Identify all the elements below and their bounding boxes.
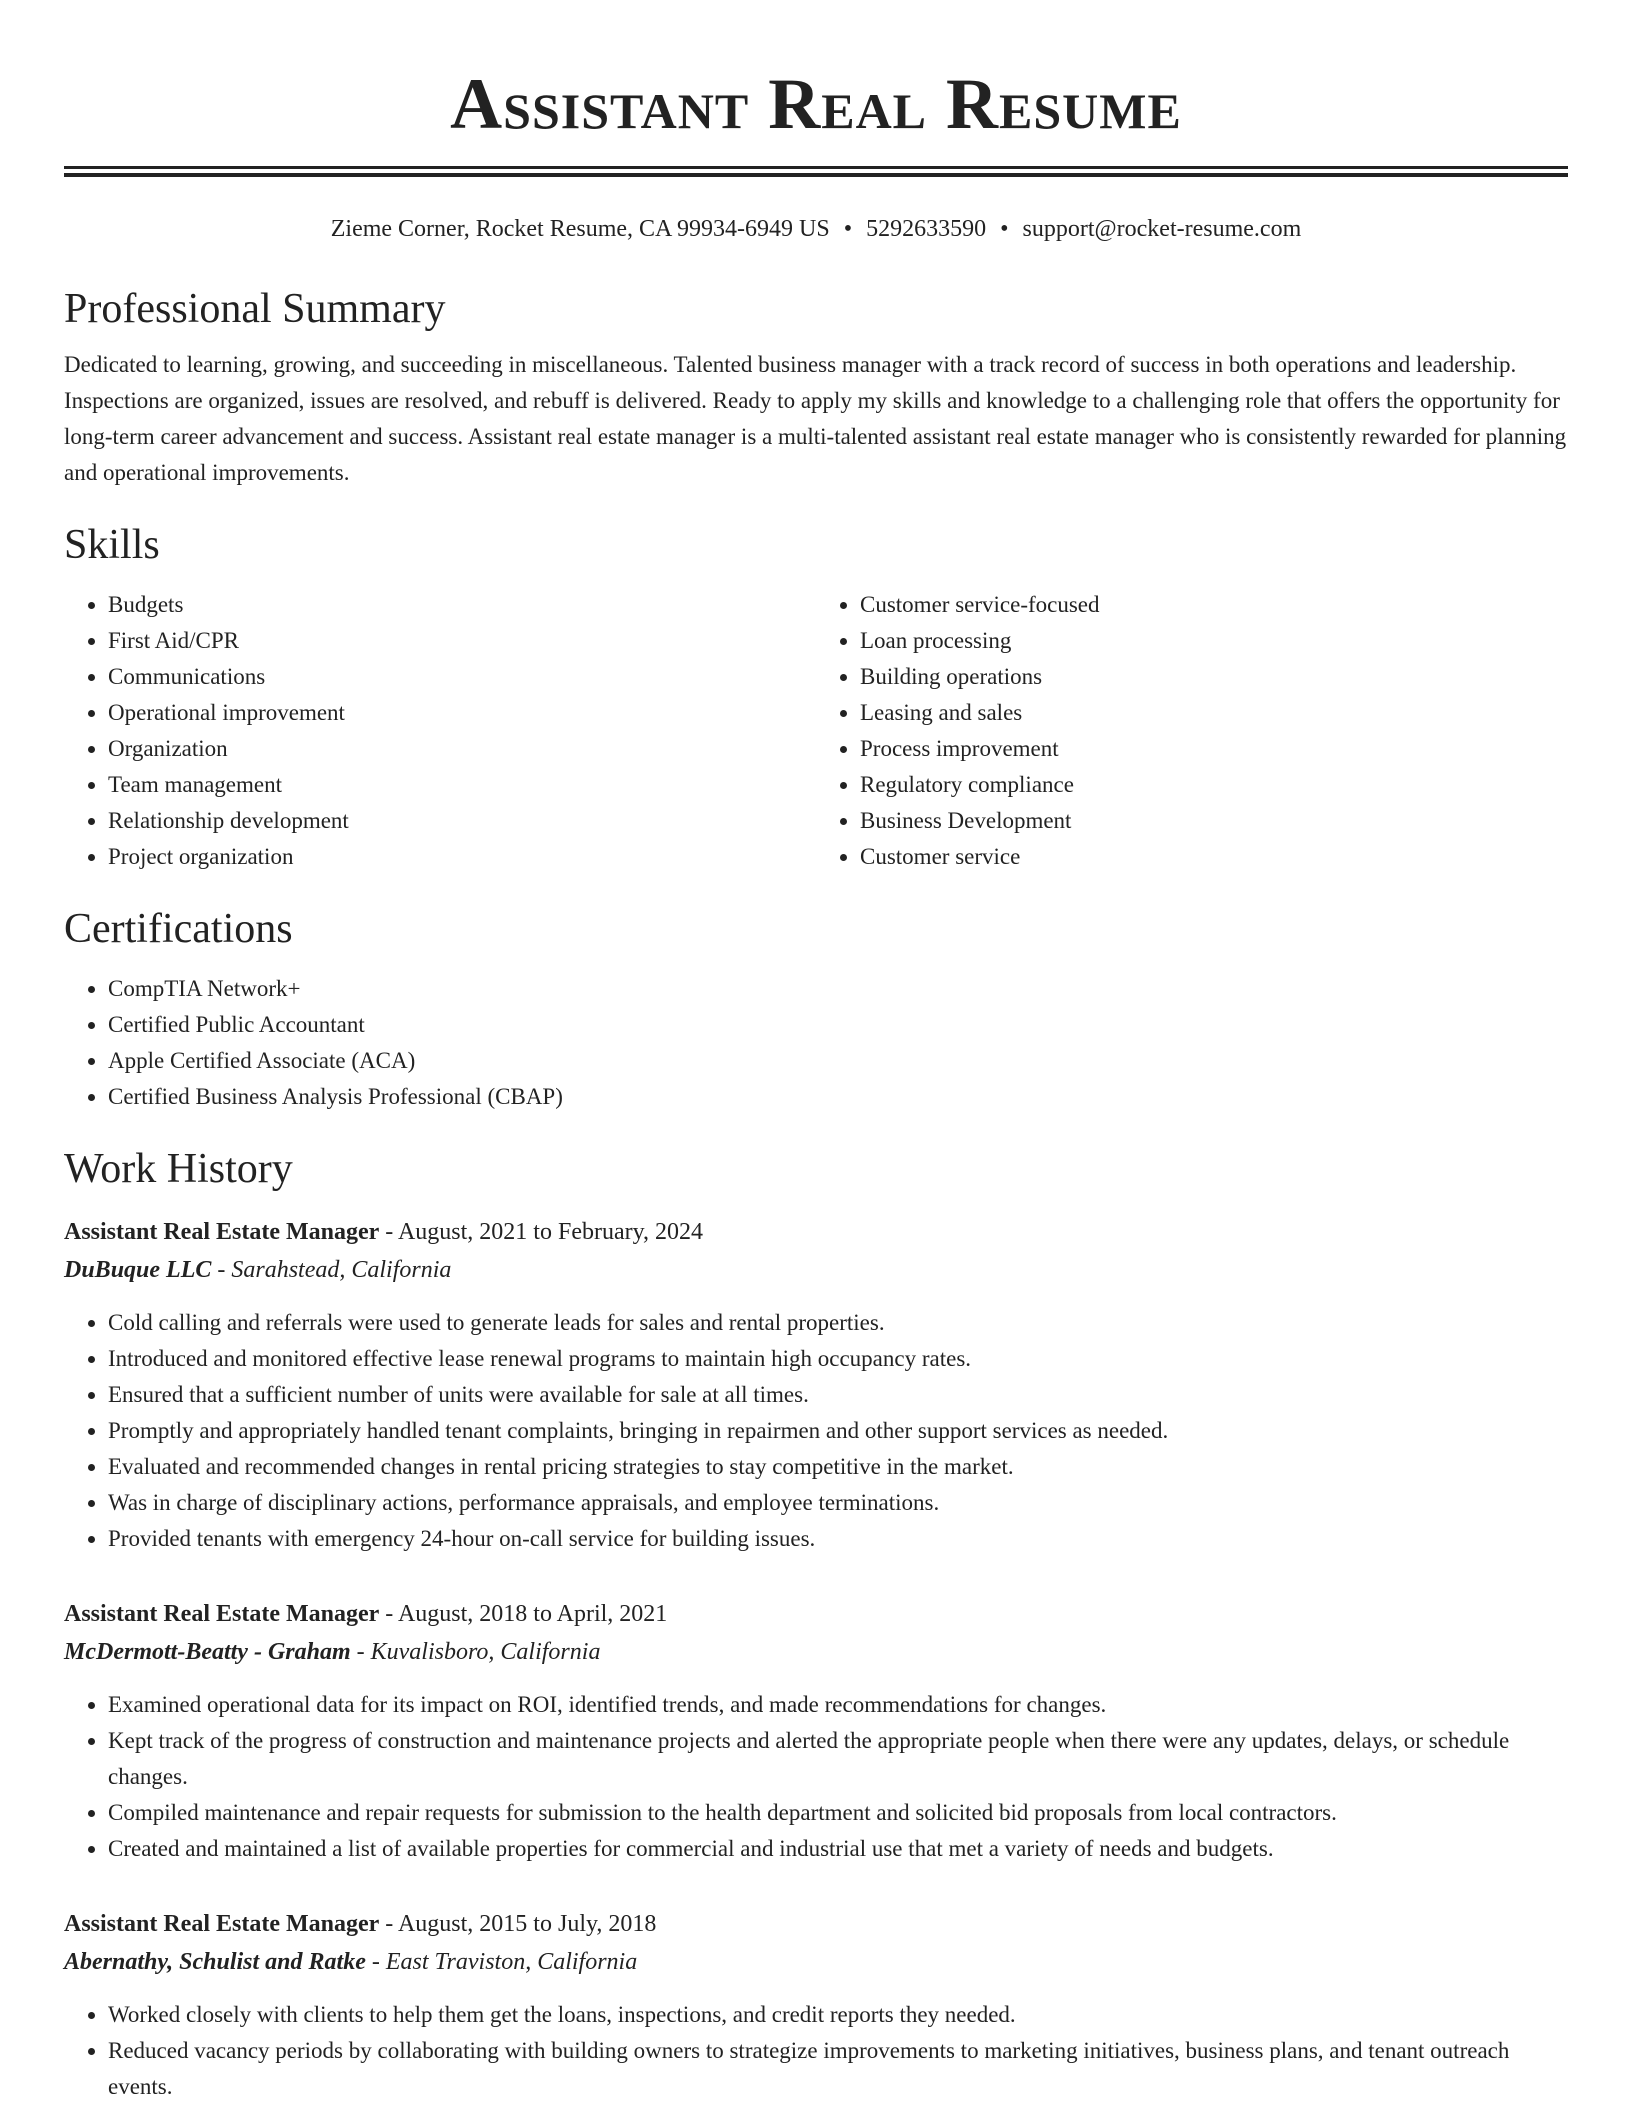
skills-list-right	[816, 587, 1568, 875]
job-bullet: • Evaluated and recommended changes in rental pricing strategies to stay competitive in the market.	[108, 1449, 1568, 1485]
job-dates: - August, 2015 to July, 2018	[379, 1911, 657, 1937]
job-title-line	[64, 1595, 1568, 1633]
job-bullet: • Provided tenants with emergency 24-hour on-call service for building issues.	[108, 1521, 1568, 1557]
skill-item: • Business Development	[860, 803, 1568, 839]
contact-separator: •	[843, 216, 853, 242]
contact-address: Zieme Corner, Rocket Resume, CA 99934-6949 US	[330, 216, 830, 242]
certifications-list	[64, 971, 1568, 1115]
skill-item: • Communications	[108, 659, 816, 695]
work-history-heading: Work History	[64, 1146, 293, 1192]
job-bullet: • Created and maintained a list of available properties for commercial and industrial use that met a variety of needs and budgets.	[108, 1831, 1568, 1867]
job-company: Abernathy, Schulist and Ratke	[64, 1949, 366, 1975]
summary-text: Dedicated to learning, growing, and succeeding in miscellaneous. Talented business manager with a track record of success in both operations and leadership. Inspections are organized, issues are resolved, and rebuff is delivered. Ready to apply my skills and knowledge to a challenging role that offers the opportunity for long-term career advancement and success. Assistant real estate manager is a multi-talented assistant real estate manager who is consistently rewarded for planning and operational improvements.	[64, 352, 1567, 485]
job-company-line	[64, 1633, 1568, 1671]
job-company: McDermott-Beatty - Graham	[64, 1639, 351, 1665]
job-dates: - August, 2021 to February, 2024	[379, 1219, 704, 1245]
certification-item: • Certified Public Accountant	[108, 1007, 1568, 1043]
skills-columns	[64, 587, 1568, 875]
job-bullet: • Worked closely with clients to help them get the loans, inspections, and credit reports they needed.	[108, 1997, 1568, 2033]
certification-item: • CompTIA Network+	[108, 971, 1568, 1007]
job-bullet: • Reduced vacancy periods by collaborating with building owners to strategize improvements to marketing initiatives, business plans, and tenant outreach events.	[108, 2033, 1568, 2105]
skill-item: • Leasing and sales	[860, 695, 1568, 731]
skill-item: • Customer service	[860, 839, 1568, 875]
job-company-line	[64, 1251, 1568, 1289]
job-bullets	[64, 1687, 1568, 1867]
contact-phone: 5292633590	[866, 216, 987, 242]
job-dates: - August, 2018 to April, 2021	[379, 1601, 668, 1627]
certification-item: • Apple Certified Associate (ACA)	[108, 1043, 1568, 1079]
certification-item: • Certified Business Analysis Professional (CBAP)	[108, 1079, 1568, 1115]
skill-item: • Project organization	[108, 839, 816, 875]
job-location: - Sarahstead, California	[211, 1257, 452, 1283]
summary-heading: Professional Summary	[64, 286, 446, 332]
skill-item: • First Aid/CPR	[108, 623, 816, 659]
job-bullets	[64, 1997, 1568, 2105]
certifications-heading: Certifications	[64, 906, 293, 952]
job-company: DuBuque LLC	[64, 1257, 212, 1283]
skill-item: • Budgets	[108, 587, 816, 623]
job-entry	[64, 1213, 1568, 1557]
skills-list-left	[64, 587, 816, 875]
job-bullet: • Kept track of the progress of construction and maintenance projects and alerted the appropriate people when there were any updates, delays, or schedule changes.	[108, 1723, 1568, 1795]
skill-item: • Process improvement	[860, 731, 1568, 767]
skill-item: • Relationship development	[108, 803, 816, 839]
job-bullet: • Ensured that a sufficient number of units were available for sale at all times.	[108, 1377, 1568, 1413]
title-divider	[64, 166, 1568, 177]
contact-separator: •	[1000, 216, 1009, 242]
skill-item: • Organization	[108, 731, 816, 767]
job-title: Assistant Real Estate Manager	[64, 1601, 380, 1627]
skill-item: • Regulatory compliance	[860, 767, 1568, 803]
job-bullets	[64, 1305, 1568, 1557]
skill-item: • Operational improvement	[108, 695, 816, 731]
skill-item: • Building operations	[860, 659, 1568, 695]
job-location: - East Traviston, California	[365, 1949, 638, 1975]
job-bullet: • Compiled maintenance and repair requests for submission to the health department and solicited bid proposals from local contractors.	[108, 1795, 1568, 1831]
skill-item: • Customer service-focused	[860, 587, 1568, 623]
job-bullet: • Introduced and monitored effective lease renewal programs to maintain high occupancy rates.	[108, 1341, 1568, 1377]
resume-title: Assistant Real Resume	[450, 64, 1182, 144]
job-bullet: • Cold calling and referrals were used to generate leads for sales and rental properties.	[108, 1305, 1568, 1341]
skill-item: • Loan processing	[860, 623, 1568, 659]
job-location: - Kuvalisboro, California	[350, 1639, 601, 1665]
job-bullet: • Was in charge of disciplinary actions, performance appraisals, and employee terminations.	[108, 1485, 1568, 1521]
job-title: Assistant Real Estate Manager	[64, 1219, 380, 1245]
job-company-line	[64, 1943, 1568, 1981]
job-entry	[64, 1595, 1568, 1867]
skill-item: • Team management	[108, 767, 816, 803]
job-title-line	[64, 1905, 1568, 1943]
contact-email: support@rocket-resume.com	[1022, 216, 1302, 242]
job-bullet: • Promptly and appropriately handled tenant complaints, bringing in repairmen and other support services as needed.	[108, 1413, 1568, 1449]
job-title-line	[64, 1213, 1568, 1251]
job-title: Assistant Real Estate Manager	[64, 1911, 380, 1937]
job-entry	[64, 1905, 1568, 2105]
skills-heading: Skills	[64, 522, 160, 568]
job-bullet: • Examined operational data for its impact on ROI, identified trends, and made recommendations for changes.	[108, 1687, 1568, 1723]
contact-line	[64, 213, 1568, 245]
